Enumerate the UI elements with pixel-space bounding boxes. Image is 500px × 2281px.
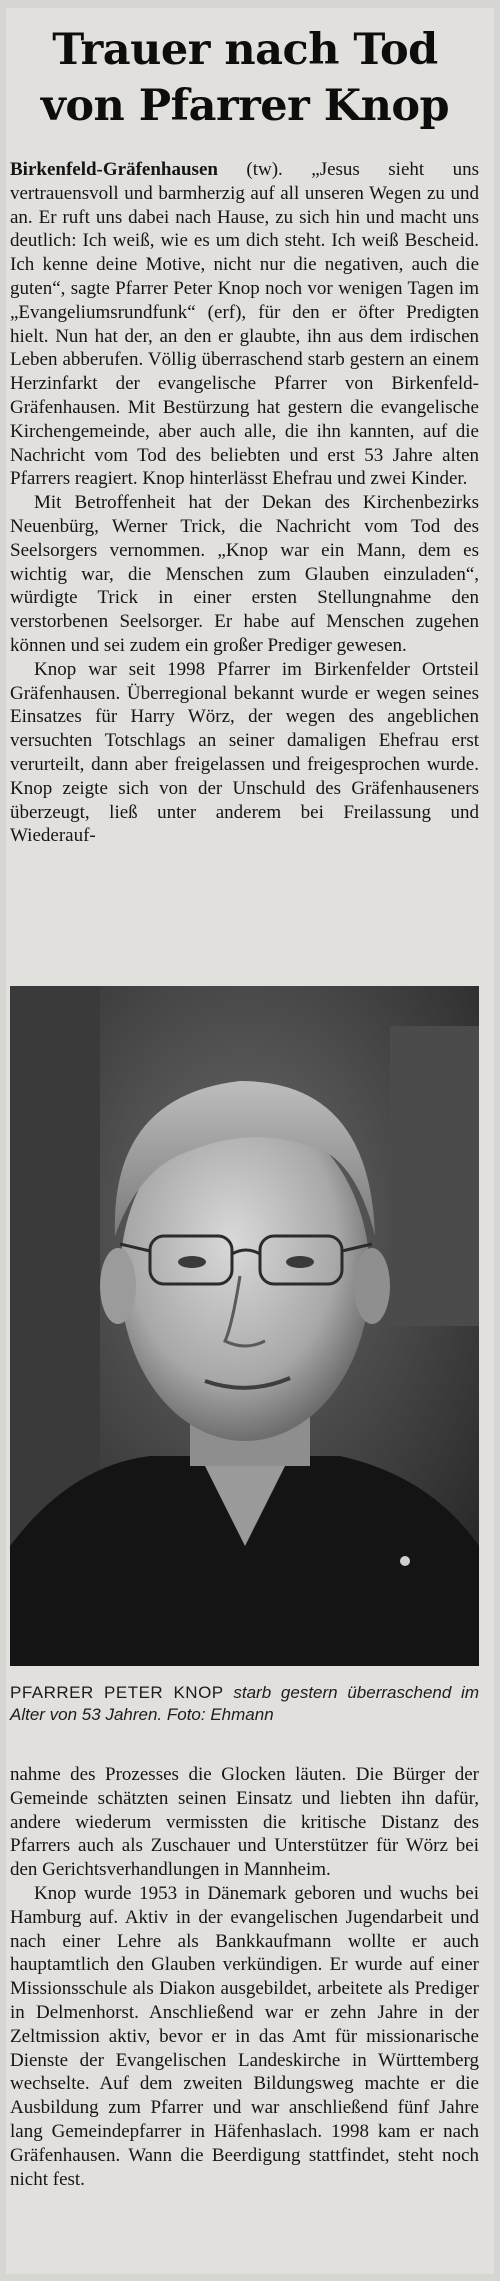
caption-name: PFARRER PETER KNOP bbox=[10, 1683, 224, 1702]
paragraph-5: Knop wurde 1953 in Dänemark geboren und wuchs bei Hamburg auf. Aktiv in der evangelischen Jugendarbeit und nach einer Lehre als Bankkaufmann wollte er auch hauptamtlich den Glauben verkündigen. Er wurde auf einer Missionsschule als Diakon ausgebildet, arbeitete als Prediger in Delmenhorst. Anschließend war er zehn Jahre in der Zeltmission aktiv, bevor er in das Amt für missionarische Dienste der Evangelischen Landeskirche in Württemberg wechselte. Auf dem zweiten Bildungsweg machte er die Ausbildung zum Pfarrer und war anschließend fünf Jahre lang Gemeindepfarrer in Häfenhaslach. 1998 kam er nach Gräfenhausen. Wann die Beerdigung stattfindet, steht noch nicht fest. bbox=[10, 1882, 479, 2190]
paragraph-4: nahme des Prozesses die Glocken läuten. Die Bürger der Gemeinde schätzten seinen Einsatz und liebten ihn dafür, andere wiederum vermissten die kritische Distanz des Pfarrers auch als Zuschauer und Unterstützer für Wörz bei den Gerichtsverhandlungen in Mannheim. bbox=[10, 1764, 479, 1881]
caption-text: starb gestern überraschend im Alter von 53 Jahren. Foto: Ehmann bbox=[10, 1683, 479, 1724]
dateline: Birkenfeld-Gräfenhausen bbox=[10, 159, 218, 180]
portrait-illustration bbox=[10, 986, 479, 1666]
portrait-photo bbox=[10, 986, 479, 1666]
headline bbox=[14, 22, 476, 134]
paragraph-3: Knop war seit 1998 Pfarrer im Birkenfelder Ortsteil Gräfenhausen. Überregional bekannt wurde er wegen seines Einsatzes für Harry Wörz, der wegen des angeblichen versuchten Totschlags an seiner damaligen Ehefrau erst verurteilt, dann aber freigelassen und freigesprochen wurde. Knop zeigte sich von der Unschuld des Gräfenhauseners überzeugt, ließ unter anderem bei Freilassung und Wiederauf- bbox=[10, 658, 479, 847]
photo-caption bbox=[10, 1682, 479, 1726]
headline-line-1: Trauer nach Tod bbox=[52, 25, 438, 75]
article-body-bottom bbox=[10, 1763, 479, 2191]
article-body-top bbox=[10, 158, 479, 848]
paragraph-1 bbox=[10, 158, 479, 491]
headline-line-2: von Pfarrer Knop bbox=[40, 81, 450, 131]
paragraph-1-text: (tw). „Jesus sieht uns vertrauensvoll und barmherzig auf all unseren Wegen zu und an. Er ruft uns dabei nach Hause, zu sich hin und macht uns deutlich: Ich weiß, wie es um dich steht. Ich weiß Bescheid. Ich kenne deine Motive, nicht nur die negativen, auch die guten“, sagte Pfarrer Peter Knop noch vor wenigen Tagen im „Evangeliumsrundfunk“ (erf), für den er öfter Predigten hielt. Nun hat der, an den er glaubte, ihn aus dem irdischen Leben abberufen. Völlig überraschend starb gestern an einem Herzinfarkt der evangelische Pfarrer von Birkenfeld-Gräfenhausen. Mit Bestürzung hat gestern die evangelische Kirchengemeinde, aber auch alle, die ihn kannten, auf die Nachricht vom Tod des beliebten und erst 53 Jahre alten Pfarrers reagiert. Knop hinterlässt Ehefrau und zwei Kinder. bbox=[10, 159, 479, 490]
paragraph-2: Mit Betroffenheit hat der Dekan des Kirchenbezirks Neuenbürg, Werner Trick, die Nachricht vom Tod des Seelsorgers vernommen. „Knop war ein Mann, dem es wichtig war, die Menschen zum Glauben einzuladen“, würdigte Trick in einer ersten Stellungnahme den verstorbenen Seelsorger. Er habe auf Menschen zugehen können und sei zudem ein großer Prediger gewesen. bbox=[10, 492, 479, 656]
